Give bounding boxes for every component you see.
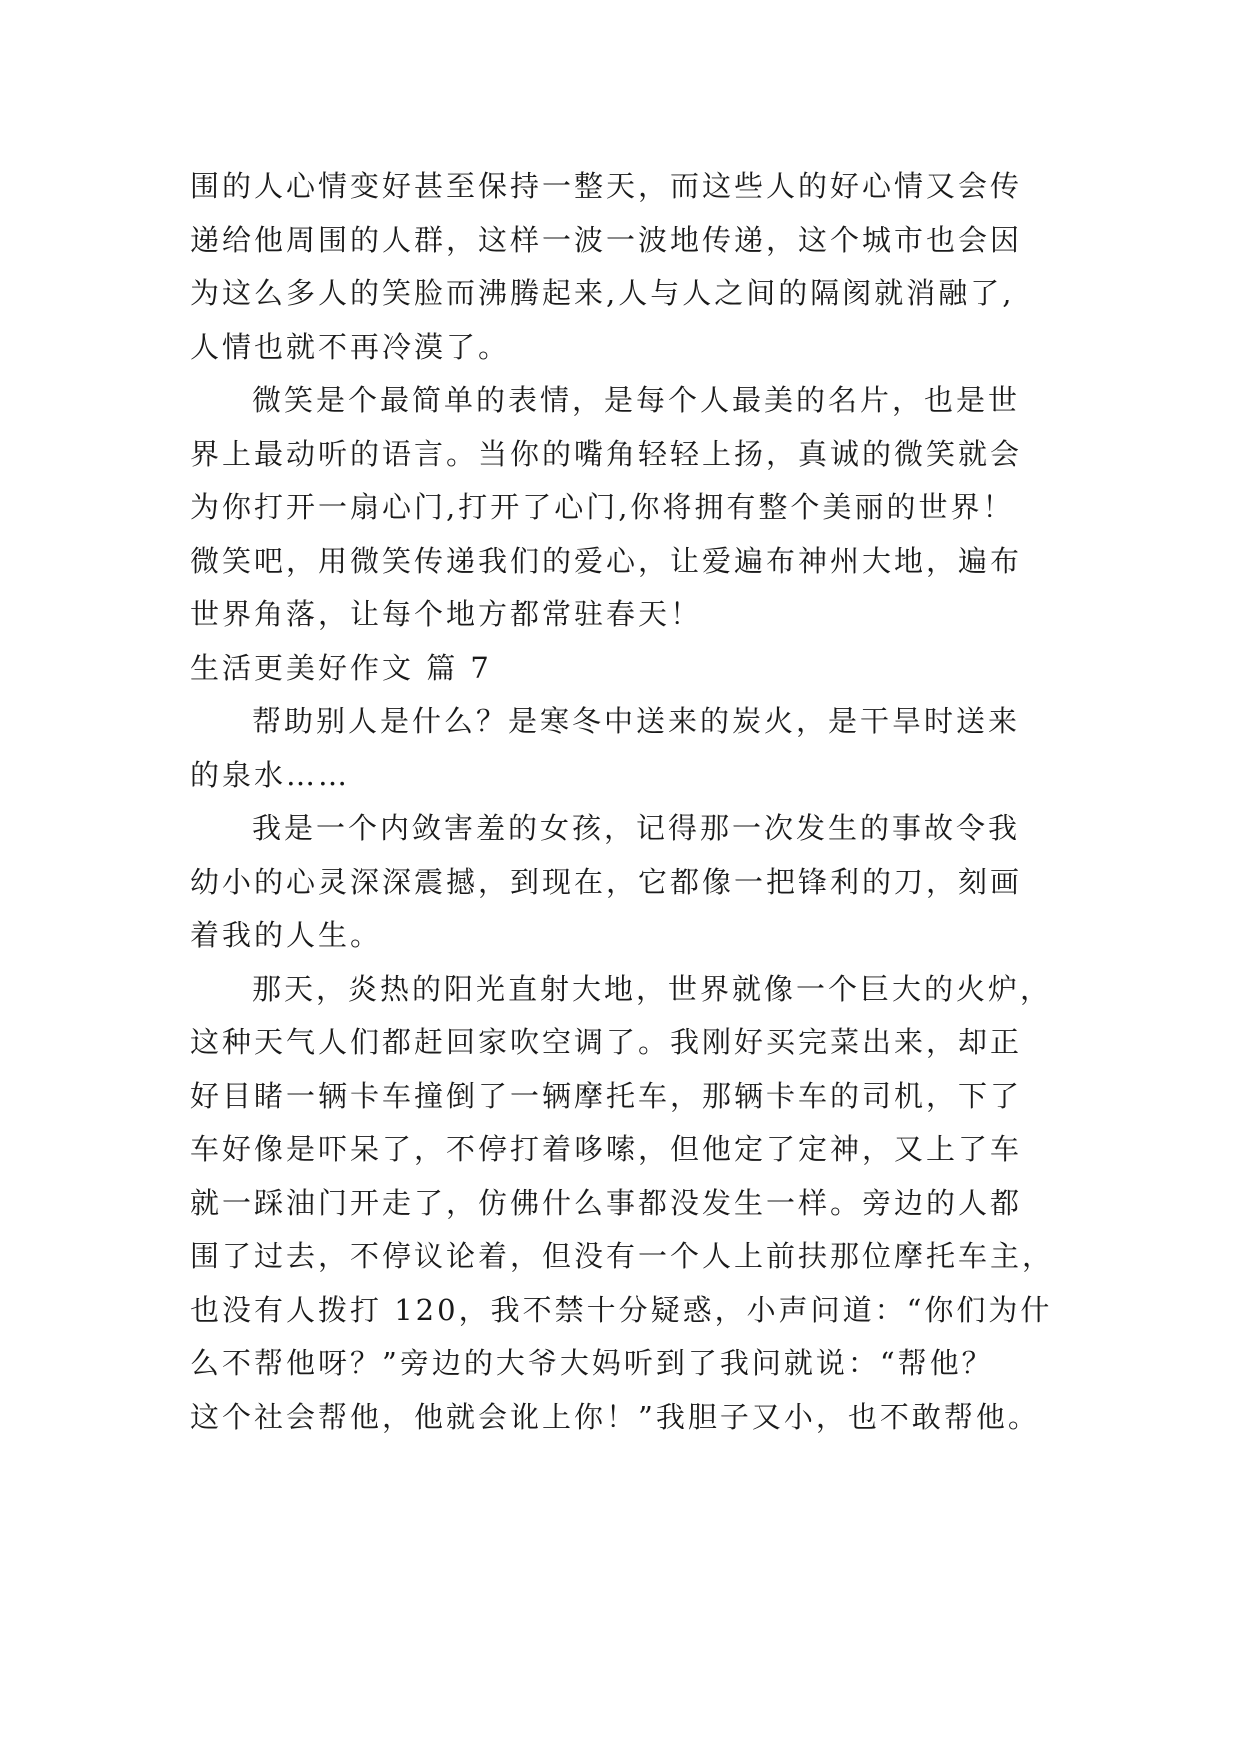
text-line: 这个社会帮他，他就会讹上你！”我胆子又小，也不敢帮他。 [190,1399,1040,1434]
text-line: 世界角落，让每个地方都常驻春天！ [190,597,703,631]
text-line: 幼小的心灵深深震撼，到现在，它都像一把锋利的刀，刻画 [190,864,1023,899]
text-line: 么不帮他呀？”旁边的大爷大妈听到了我问就说：“帮他？ [190,1346,994,1380]
text-line: 也没有人拨打 120，我不禁十分疑惑，小声问道：“你们为什 [190,1292,1053,1327]
text-line: 着我的人生。 [190,918,383,952]
text-line: 界上最动听的语言。当你的嘴角轻轻上扬，真诚的微笑就会 [190,436,1023,471]
text-line: 我是一个内敛害羞的女孩，记得那一次发生的事故令我 [252,811,1021,845]
text-line: 微笑吧，用微笑传递我们的爱心，让爱遍布神州大地，遍布 [190,543,1023,578]
document-body [190,160,1090,1444]
text-line: 那天，炎热的阳光直射大地，世界就像一个巨大的火炉， [252,971,1053,1006]
text-line: 人情也就不再冷漠了。 [190,329,511,364]
text-line: 围了过去，不停议论着，但没有一个人上前扶那位摩托车主， [190,1239,1055,1273]
text-line: 就一踩油门开走了，仿佛什么事都没发生一样。旁边的人都 [190,1185,1023,1220]
text-line: 为你打开一扇心门,打开了心门,你将拥有整个美丽的世界！ [190,490,1015,524]
text-line: 为这么多人的笑脸而沸腾起来,人与人之间的隔阂就消融了, [190,276,1015,310]
text-line: 围的人心情变好甚至保持一整天，而这些人的好心情又会传 [190,169,1023,203]
text-line: 递给他周围的人群，这样一波一波地传递，这个城市也会因 [190,222,1023,257]
text-line: 帮助别人是什么？是寒冬中送来的炭火，是干旱时送来 [252,704,1021,738]
text-line: 车好像是吓呆了，不停打着哆嗦，但他定了定神，又上了车 [190,1132,1023,1166]
text-line: 这种天气人们都赶回家吹空调了。我刚好买完菜出来，却正 [190,1025,1023,1059]
text-line: 好目睹一辆卡车撞倒了一辆摩托车，那辆卡车的司机，下了 [190,1078,1023,1113]
text-line: 微笑是个最简单的表情，是每个人最美的名片，也是世 [252,383,1021,417]
text-line: 的泉水…… [190,757,351,792]
text-line: 生活更美好作文 篇 7 [190,650,492,685]
